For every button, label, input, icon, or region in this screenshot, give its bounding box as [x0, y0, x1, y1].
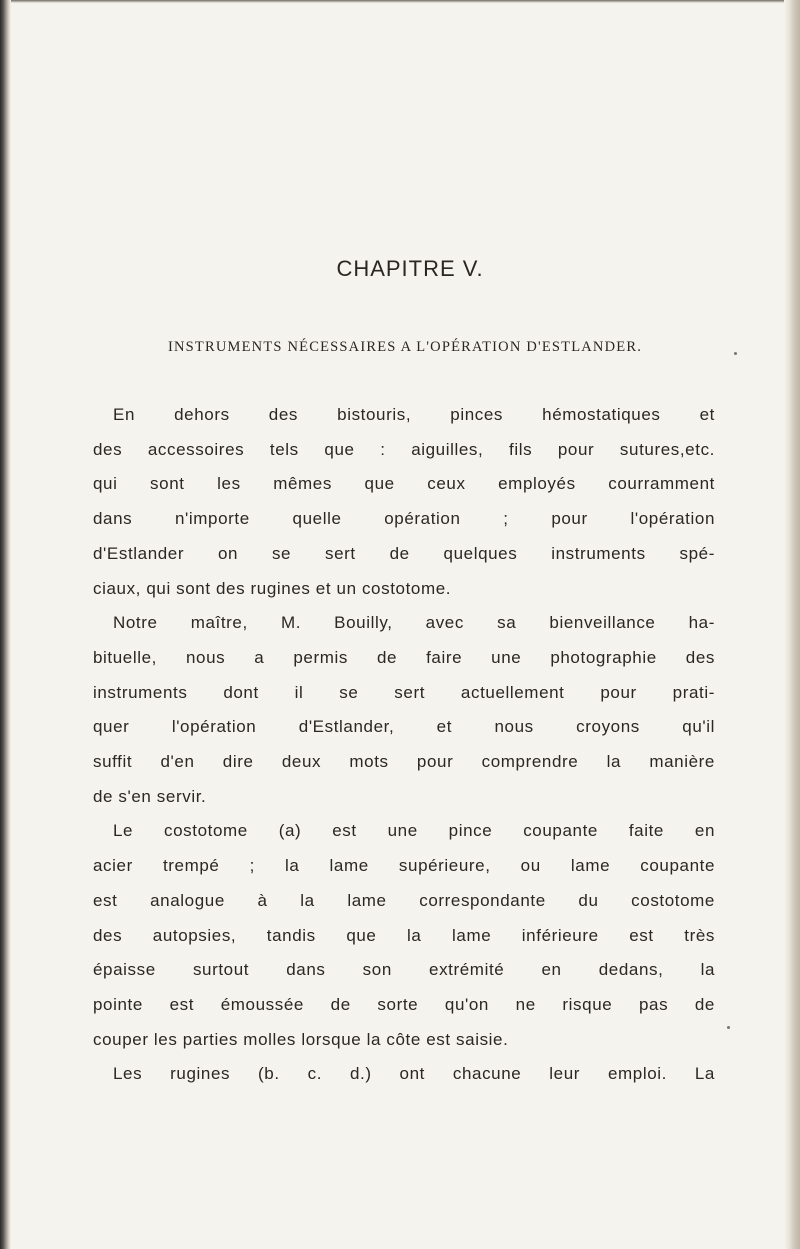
text-line: suffit d'en dire deux mots pour comprendre la manière	[93, 752, 715, 772]
text-line: instruments dont il se sert actuellement pour prati-	[93, 682, 715, 702]
text-line: d'Estlander on se sert de quelques instruments spé-	[93, 543, 715, 563]
text-line: est analogue à la lame correspondante du costotome	[93, 890, 715, 910]
text-line: de s'en servir.	[93, 786, 207, 806]
text-line: pointe est émoussée de sorte qu'on ne risque pas de	[93, 994, 715, 1014]
text-line: bituelle, nous a permis de faire une photographie des	[93, 647, 715, 667]
paper-speck	[727, 1026, 730, 1029]
text-line: des autopsies, tandis que la lame inférieure est très	[93, 925, 715, 945]
page-fore-edge	[784, 0, 800, 1249]
text-line: Les rugines (b. c. d.) ont chacune leur emploi. La	[113, 1064, 715, 1084]
body-text	[93, 398, 715, 1092]
top-edge-shadow	[0, 0, 800, 3]
text-line: couper les parties molles lorsque la côte est saisie.	[93, 1029, 509, 1049]
section-title: INSTRUMENTS NÉCESSAIRES A L'OPÉRATION D'ESTLANDER.	[167, 339, 643, 355]
text-line: Le costotome (a) est une pince coupante faite en	[113, 821, 715, 841]
text-line: des accessoires tels que : aiguilles, fils pour sutures,etc.	[93, 439, 715, 459]
text-line: acier trempé ; la lame supérieure, ou lame coupante	[93, 856, 715, 876]
binding-edge	[0, 0, 11, 1249]
text-line: Notre maître, M. Bouilly, avec sa bienveillance ha-	[113, 613, 715, 633]
text-line: En dehors des bistouris, pinces hémostatiques et	[113, 405, 715, 424]
text-line: quer l'opération d'Estlander, et nous croyons qu'il	[93, 717, 715, 737]
text-line: dans n'importe quelle opération ; pour l'opération	[93, 509, 715, 529]
text-line: qui sont les mêmes que ceux employés courramment	[93, 474, 715, 494]
paper-speck	[734, 352, 737, 355]
text-line: épaisse surtout dans son extrémité en dedans, la	[93, 960, 715, 980]
chapter-title: CHAPITRE V.	[336, 256, 484, 281]
text-line: ciaux, qui sont des rugines et un costotome.	[93, 578, 452, 598]
